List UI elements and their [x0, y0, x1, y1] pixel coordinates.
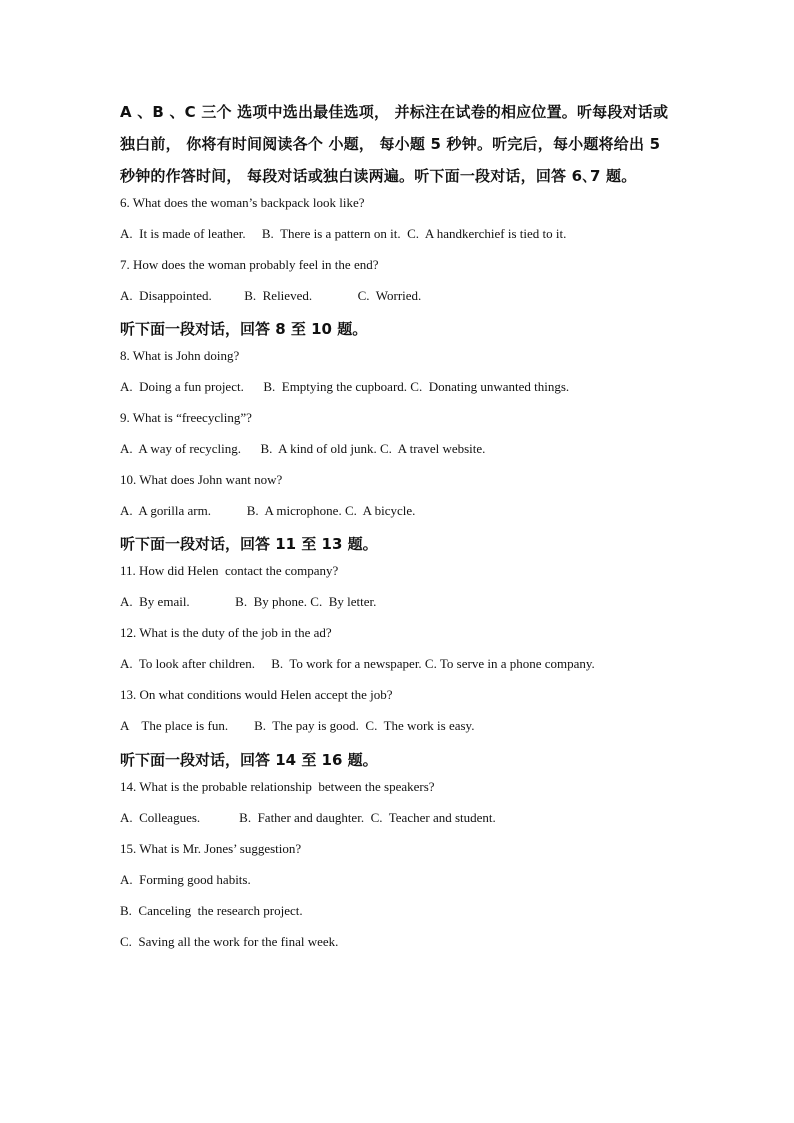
question-14: 14. What is the probable relationship between the speakers? [120, 779, 435, 794]
question-9-options: A. A way of recycling. B. A kind of old junk. C. A travel website. [120, 441, 486, 456]
question-13: 13. On what conditions would Helen accept the job? [120, 687, 393, 702]
question-15-option-b: B. Canceling the research project. [120, 903, 303, 918]
question-11: 11. How did Helen contact the company? [120, 563, 339, 578]
question-15-option-a: A. Forming good habits. [120, 872, 251, 887]
section-heading-14-16: 听下面一段对话，回答 14 至 16 题。 [120, 751, 378, 769]
question-13-options: A The place is fun. B. The pay is good. C. The work is easy. [120, 718, 475, 733]
question-15: 15. What is Mr. Jones’ suggestion? [120, 841, 302, 856]
question-12-options: A. To look after children. B. To work for a newspaper. C. To serve in a phone company. [120, 656, 595, 671]
question-6-options: A. It is made of leather. B. There is a pattern on it. C. A handkerchief is tied to it. [120, 226, 567, 241]
question-6: 6. What does the woman’s backpack look like? [120, 195, 365, 210]
exam-page [120, 96, 680, 964]
question-8-options: A. Doing a fun project. B. Emptying the cupboard. C. Donating unwanted things. [120, 379, 570, 394]
question-8: 8. What is John doing? [120, 348, 240, 363]
question-11-options: A. By email. B. By phone. C. By letter. [120, 594, 377, 609]
section-heading-11-13: 听下面一段对话，回答 11 至 13 题。 [120, 535, 378, 553]
listening-instructions: A 、B 、C 三个 选项中选出最佳选项， 并标注在试卷的相应位置。听每段对话或独白前， 你将有时间阅读各个 小题， 每小题 5 秒钟。听完后，每小题将给出 5 秒钟的作答时间， 每段对话或独白读两遍。听下面一段对话，回答 6､7 题。 [120, 103, 669, 185]
question-9: 9. What is “freecycling”? [120, 410, 252, 425]
question-10-options: A. A gorilla arm. B. A microphone. C. A bicycle. [120, 503, 416, 518]
question-7-options: A. Disappointed. B. Relieved. C. Worried. [120, 288, 422, 303]
question-15-options [120, 871, 680, 951]
question-12: 12. What is the duty of the job in the ad? [120, 625, 332, 640]
question-14-options: A. Colleagues. B. Father and daughter. C. Teacher and student. [120, 810, 496, 825]
question-15-option-c: C. Saving all the work for the final week. [120, 934, 339, 949]
section-heading-8-10: 听下面一段对话，回答 8 至 10 题。 [120, 320, 368, 338]
question-10: 10. What does John want now? [120, 472, 283, 487]
question-7: 7. How does the woman probably feel in the end? [120, 257, 379, 272]
